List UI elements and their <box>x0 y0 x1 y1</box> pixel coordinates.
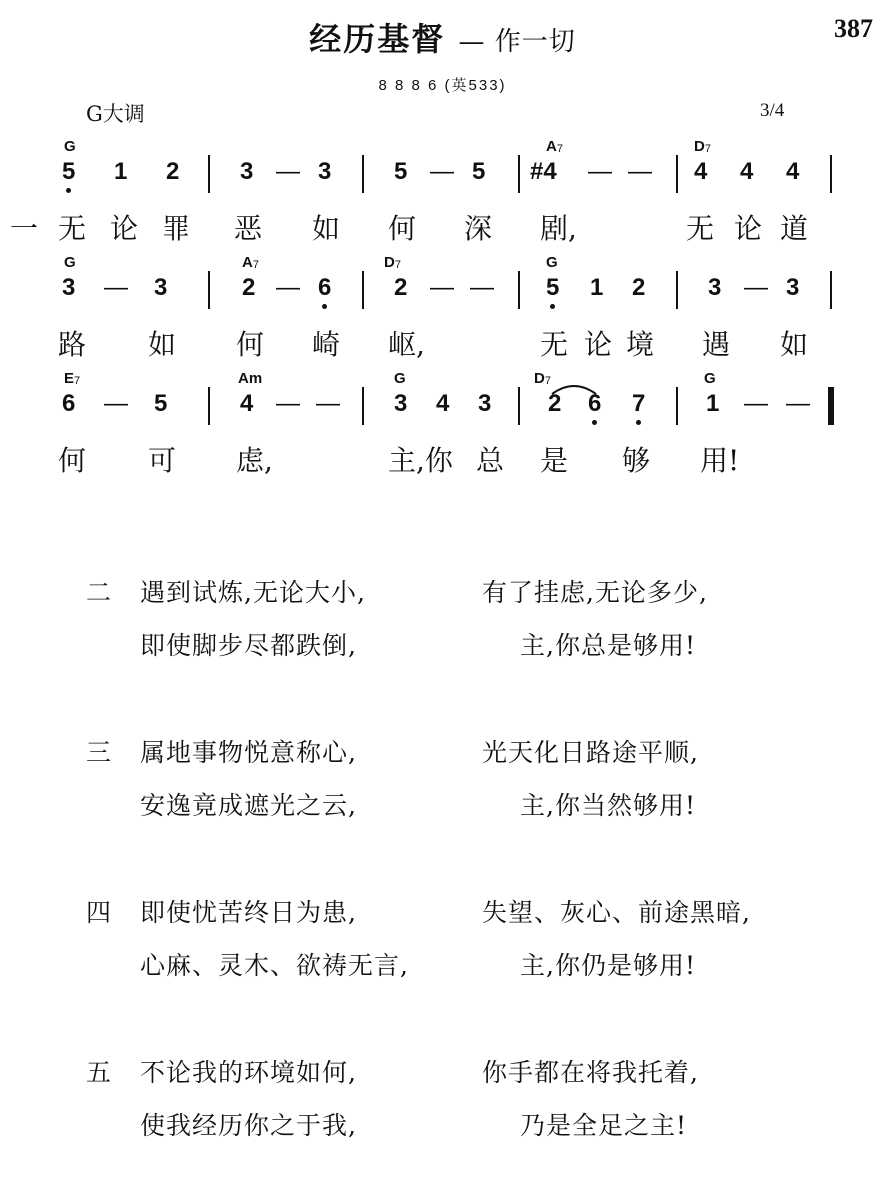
title-subtitle: — 作一切 <box>458 27 576 57</box>
lyric: 如 <box>148 328 177 361</box>
bar-line <box>830 271 832 309</box>
stanza-label: 二 <box>86 578 113 607</box>
stanza-line: 失望、灰心、前途黑暗, <box>482 898 751 927</box>
note: #4 <box>530 158 557 185</box>
note: 2 <box>548 390 562 417</box>
note-dash: — <box>276 390 300 417</box>
lyric: 论 <box>734 212 763 245</box>
lyric: 无 <box>58 212 87 245</box>
note: 3 <box>394 390 408 417</box>
bar-line <box>676 271 678 309</box>
note: 4 <box>694 158 708 185</box>
bar-line <box>830 155 832 193</box>
lyric: 如 <box>312 212 341 245</box>
note: 3 <box>318 158 332 185</box>
bar-line <box>518 155 520 193</box>
lyric: 何 <box>236 328 265 361</box>
note: 2 <box>394 274 408 301</box>
lyric: 主,你 <box>388 444 453 477</box>
note: 4 <box>240 390 254 417</box>
stanza-line: 属地事物悦意称心, <box>140 738 357 767</box>
lyric: 如 <box>780 328 809 361</box>
note: 5 <box>62 158 76 185</box>
lyric: 论 <box>584 328 613 361</box>
final-bar-line <box>828 387 834 425</box>
note: 4 <box>740 158 754 185</box>
chord-label: $D_7$ <box>534 370 551 387</box>
chord-label: $D_7$ <box>694 138 711 155</box>
time-signature: 3/4 <box>760 100 785 121</box>
note-dash: — <box>276 158 300 185</box>
stanza-label: 三 <box>86 738 113 767</box>
note: 1 <box>706 390 720 417</box>
note: 3 <box>708 274 722 301</box>
stanza-line: 有了挂虑,无论多少, <box>482 578 708 607</box>
lyric: 境 <box>626 328 655 361</box>
note-dash: — <box>430 274 454 301</box>
chord-label: $A_7$ <box>546 138 563 155</box>
stanza-label: 五 <box>86 1058 113 1087</box>
note: 6 <box>588 390 602 417</box>
note-dash: — <box>786 390 810 417</box>
lyric: 崎 <box>312 328 341 361</box>
title-main: 经历基督 <box>309 20 446 58</box>
note-dash: — <box>276 274 300 301</box>
chord-label: $A_7$ <box>242 254 259 271</box>
note-dash: — <box>430 158 454 185</box>
lyric: 何 <box>388 212 417 245</box>
lyric: 是 <box>540 444 569 477</box>
lyric: 论 <box>110 212 139 245</box>
note: 3 <box>240 158 254 185</box>
note: 5 <box>546 274 560 301</box>
note-dash: — <box>316 390 340 417</box>
chord-label: $D_7$ <box>384 254 401 271</box>
note: 2 <box>166 158 180 185</box>
note: 2 <box>632 274 646 301</box>
lyric: 可 <box>148 444 177 477</box>
note: 1 <box>114 158 128 185</box>
bar-line <box>518 271 520 309</box>
stanza-line: 你手都在将我托着, <box>482 1058 699 1087</box>
page-number: 387 <box>834 14 873 43</box>
lyric: 岖, <box>388 328 425 361</box>
octave-dot <box>66 188 71 193</box>
note: 4 <box>436 390 450 417</box>
chord-label: G <box>546 254 558 271</box>
bar-line <box>676 387 678 425</box>
note-dash: — <box>744 274 768 301</box>
lyric: 遇 <box>702 328 731 361</box>
lyric: 够 <box>622 444 651 477</box>
stanza-line: 不论我的环境如何, <box>140 1058 357 1087</box>
note: 6 <box>62 390 76 417</box>
chord-label: G <box>704 370 716 387</box>
lyric: 无 <box>540 328 569 361</box>
key-signature: G大调 <box>86 102 145 126</box>
stanza-line: 即使忧苦终日为患, <box>140 898 357 927</box>
note: 3 <box>154 274 168 301</box>
stanza-line: 光天化日路途平顺, <box>482 738 699 767</box>
note-dash: — <box>744 390 768 417</box>
note: 3 <box>62 274 76 301</box>
lyric: 路 <box>58 328 87 361</box>
note-dash: — <box>588 158 612 185</box>
stanza-line: 主,你仍是够用! <box>520 951 696 980</box>
note: 6 <box>318 274 332 301</box>
bar-line <box>362 155 364 193</box>
bar-line <box>518 387 520 425</box>
stanza-line: 安逸竟成遮光之云, <box>140 791 357 820</box>
octave-dot <box>592 420 597 425</box>
chord-label: Am <box>238 370 263 387</box>
meter-label: 8 8 8 6 (英533) <box>378 77 507 94</box>
bar-line <box>362 387 364 425</box>
octave-dot <box>636 420 641 425</box>
bar-line <box>362 271 364 309</box>
note-dash: — <box>470 274 494 301</box>
lyric: 深 <box>464 212 493 245</box>
lyric: 虑, <box>236 444 273 477</box>
chord-label: G <box>394 370 406 387</box>
stanza-line: 主,你当然够用! <box>520 791 696 820</box>
stanza-line: 乃是全足之主! <box>520 1111 688 1140</box>
note: 1 <box>590 274 604 301</box>
octave-dot <box>322 304 327 309</box>
stanza-line: 主,你总是够用! <box>520 631 696 660</box>
stanza-line: 即使脚步尽都跌倒, <box>140 631 357 660</box>
lyric: 道 <box>780 212 809 245</box>
stanza-line: 使我经历你之于我, <box>140 1111 357 1140</box>
lyric: 用! <box>700 444 740 477</box>
lyric: 剧, <box>540 212 577 245</box>
note: 5 <box>394 158 408 185</box>
note: 7 <box>632 390 646 417</box>
chord-label: G <box>64 138 76 155</box>
octave-dot <box>550 304 555 309</box>
note-dash: — <box>104 390 128 417</box>
bar-line <box>208 271 210 309</box>
lyric: 总 <box>476 444 505 477</box>
verse-label: 一 <box>10 212 39 245</box>
note: 4 <box>786 158 800 185</box>
note: 3 <box>478 390 492 417</box>
note-dash: — <box>628 158 652 185</box>
bar-line <box>208 155 210 193</box>
hymn-title <box>0 14 885 60</box>
note: 3 <box>786 274 800 301</box>
note-dash: — <box>104 274 128 301</box>
chord-label: $E_7$ <box>64 370 81 387</box>
note: 5 <box>472 158 486 185</box>
note: 5 <box>154 390 168 417</box>
bar-line <box>208 387 210 425</box>
stanza-line: 心麻、灵木、欲祷无言, <box>140 951 409 980</box>
note: 2 <box>242 274 256 301</box>
lyric: 罪 <box>162 212 191 245</box>
stanza-line: 遇到试炼,无论大小, <box>140 578 366 607</box>
bar-line <box>676 155 678 193</box>
lyric: 恶 <box>234 212 263 245</box>
lyric: 何 <box>58 444 87 477</box>
stanza-label: 四 <box>86 898 113 927</box>
lyric: 无 <box>686 212 715 245</box>
chord-label: G <box>64 254 76 271</box>
